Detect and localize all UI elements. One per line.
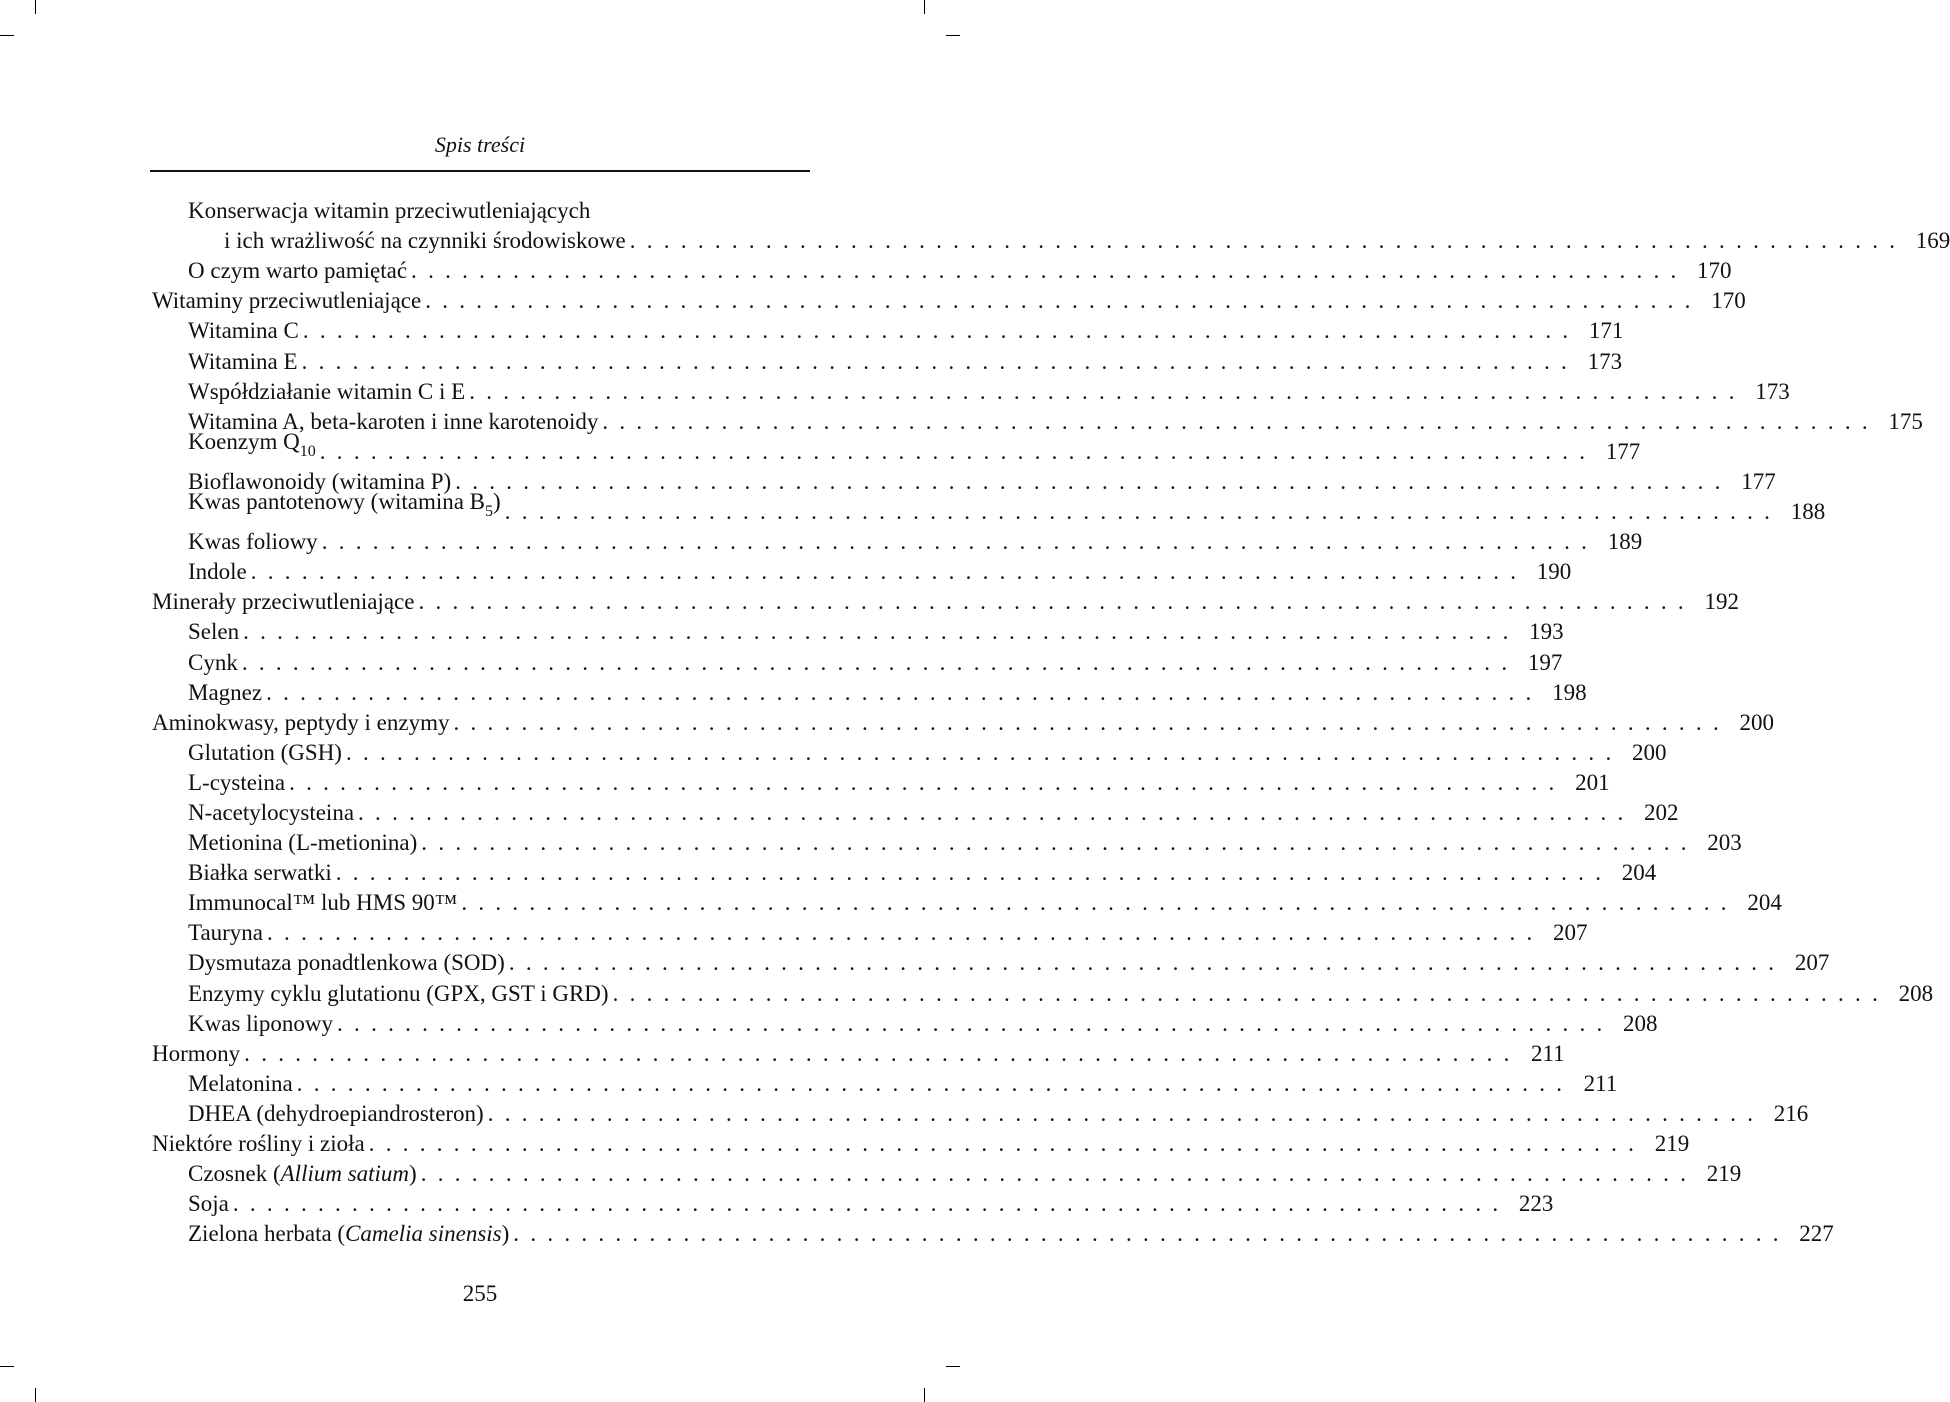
toc-entry-title <box>188 427 320 467</box>
toc-entry-title-text: Cynk <box>188 649 238 675</box>
toc-leader-dots: ........................................................................... <box>335 860 1613 886</box>
toc-entry[interactable] <box>152 286 1746 316</box>
toc-leader-dots: ........................................................................... <box>266 679 1543 705</box>
toc-page-number: 211 <box>1531 1040 1565 1066</box>
toc-entry-title <box>188 316 303 346</box>
toc-entry-title-text: Witamina A, beta-karoten i inne karotenoidy <box>188 408 599 434</box>
toc-entry[interactable] <box>152 1069 1618 1099</box>
toc-entry-title-text: Indole <box>188 559 247 585</box>
toc-page-number: 177 <box>1605 438 1641 464</box>
toc-leader-dots: ........................................................................... <box>453 709 1730 735</box>
crop-mark-top-left-h <box>0 35 14 36</box>
toc-entry-title <box>152 286 425 316</box>
toc-entry-title-text: Współdziałanie witamin C i E <box>188 378 466 404</box>
toc-entry-title <box>188 377 469 407</box>
toc-entry-title <box>152 587 418 617</box>
toc-entry[interactable] <box>152 798 1679 828</box>
toc-entry-title <box>188 768 289 798</box>
crop-mark-bottom-left-h <box>0 1366 14 1367</box>
toc-entry[interactable] <box>152 1129 1690 1159</box>
toc-entry-title-text: Selen <box>188 619 240 645</box>
toc-entry-title-text: Dysmutaza ponadtlenkowa (SOD) <box>188 950 505 976</box>
toc-entry[interactable] <box>152 768 1610 798</box>
crop-mark-top-left-v <box>35 0 36 14</box>
toc-entry-title <box>188 738 346 768</box>
toc-entry-title-text: Kwas pantotenowy (witamina B <box>188 489 486 515</box>
toc-entry[interactable] <box>152 226 1950 256</box>
toc-entry-title-text: Immunocal™ lub HMS 90™ <box>188 890 458 916</box>
toc-entry[interactable] <box>152 1189 1554 1219</box>
toc-leader-dots: ........................................................................... <box>420 1161 1698 1187</box>
toc-entry-title-suffix: ) <box>493 489 501 515</box>
toc-entry-title <box>188 948 509 978</box>
toc-entry-title-text: Koenzym Q <box>188 428 300 454</box>
toc-page-number: 204 <box>1747 890 1782 916</box>
toc-leader-dots: ........................................................................... <box>629 228 1907 254</box>
toc-entry-title-text: Tauryna <box>188 920 264 946</box>
toc-leader-dots: ........................................................................... <box>411 258 1688 284</box>
toc-page-number: 200 <box>1739 709 1774 735</box>
toc-page-number: 193 <box>1529 619 1564 645</box>
toc-entry[interactable] <box>152 196 802 226</box>
toc-entry[interactable] <box>152 708 1774 738</box>
toc-entry-title <box>188 1219 513 1249</box>
toc-entry[interactable] <box>152 948 1830 978</box>
toc-entry-latin-name: Camelia sinensis <box>345 1221 502 1247</box>
toc-entry-title-text: Aminokwasy, peptydy i enzymy <box>152 709 450 735</box>
toc-page-number: 177 <box>1741 468 1776 494</box>
toc-leader-dots: ........................................................................... <box>289 769 1566 795</box>
toc-entry-title-text: Minerały przeciwutleniające <box>152 589 415 615</box>
crop-mark-bottom-right-h <box>946 1366 960 1367</box>
toc-leader-dots: ........................................................................... <box>232 1191 1510 1217</box>
toc-page-number: 173 <box>1755 378 1790 404</box>
toc-page-number: 208 <box>1898 980 1934 1006</box>
toc-entry-title <box>188 678 266 708</box>
toc-entry[interactable] <box>152 489 1826 527</box>
toc-leader-dots: ........................................................................... <box>337 1010 1614 1036</box>
toc-page-number: 170 <box>1697 258 1732 284</box>
toc-leader-dots: ........................................................................... <box>319 438 1597 464</box>
toc-page-number: 219 <box>1654 1131 1690 1156</box>
toc-page-number: 207 <box>1794 950 1830 976</box>
toc-entry-title <box>224 226 630 256</box>
toc-entry-title-text: Glutation (GSH) <box>188 739 342 765</box>
toc-entry-latin-name: Allium satium <box>280 1161 410 1187</box>
toc-leader-dots: ........................................................................... <box>244 1040 1521 1066</box>
toc-page-number: 203 <box>1707 830 1742 856</box>
toc-leader-dots: ........................................................................... <box>301 348 1579 374</box>
toc-page-number: 190 <box>1536 559 1572 585</box>
toc-entry-title-text: Melatonina <box>188 1070 293 1096</box>
toc-page-number: 198 <box>1552 679 1587 705</box>
toc-page-number: 200 <box>1631 739 1667 765</box>
toc-entry-title-text: Soja <box>188 1191 229 1217</box>
toc-leader-dots: ........................................................................... <box>602 408 1879 434</box>
toc-leader-dots: ........................................................................... <box>612 980 1890 1006</box>
toc-leader-dots: ........................................................................... <box>296 1070 1574 1096</box>
toc-entry-title <box>188 1189 233 1219</box>
toc-page-number: 189 <box>1607 529 1643 555</box>
crop-mark-bottom-right-v <box>924 1388 925 1402</box>
toc-entry-title-suffix: ) <box>409 1161 417 1187</box>
toc-entry[interactable] <box>152 978 1934 1008</box>
toc-leader-dots: ........................................................................... <box>504 499 1782 525</box>
toc-entry[interactable] <box>152 557 1572 587</box>
toc-page-number: 202 <box>1644 799 1679 825</box>
toc-leader-dots: ........................................................................... <box>508 950 1786 976</box>
toc-entry-title <box>188 979 613 1009</box>
toc-leader-dots: ........................................................................... <box>368 1131 1646 1156</box>
toc-entry-title <box>188 918 267 948</box>
toc-leader-dots: ........................................................................... <box>421 830 1698 856</box>
toc-page-number: 197 <box>1527 649 1563 675</box>
toc-entry-title-text: Witamina C <box>188 318 299 344</box>
toc-entry-title-text: Konserwacja witamin przeciwutleniających <box>188 198 591 224</box>
toc-entry-title <box>188 648 242 678</box>
toc-leader-dots: ........................................................................... <box>345 739 1623 765</box>
toc-entry-subscript: 5 <box>485 503 494 521</box>
toc-entry[interactable] <box>152 316 1624 346</box>
toc-page-number: 207 <box>1553 920 1588 946</box>
toc-entry[interactable] <box>152 1219 1834 1249</box>
toc-entry-title <box>152 1039 244 1069</box>
toc-page-number: 223 <box>1518 1191 1554 1217</box>
toc-leader-dots: ........................................................................... <box>243 619 1520 645</box>
toc-entry[interactable] <box>152 858 1657 888</box>
toc-leader-dots: ........................................................................... <box>267 920 1544 946</box>
toc-entry-title-text: Zielona herbata ( <box>188 1221 346 1247</box>
toc-entry-title-suffix: ) <box>501 1221 510 1247</box>
toc-entry-subscript: 10 <box>299 442 316 460</box>
toc-entry-title-text: Białka serwatki <box>188 860 332 886</box>
toc-entry-title-text: Witamina E <box>188 348 298 374</box>
toc-entry-title <box>188 527 322 557</box>
crop-mark-top-right-h <box>946 35 960 36</box>
toc-page-number: 192 <box>1704 589 1739 615</box>
toc-page-number: 169 <box>1915 228 1950 254</box>
toc-page-number: 216 <box>1773 1100 1809 1126</box>
toc-leader-dots: ........................................................................... <box>461 890 1738 916</box>
toc-entry[interactable] <box>152 1099 1809 1129</box>
toc-page-number: 227 <box>1799 1221 1834 1247</box>
toc-entry-title-text: O czym warto pamiętać <box>188 258 408 284</box>
toc-entry-title <box>188 196 594 226</box>
toc-entry-title-text: Enzymy cyklu glutationu (GPX, GST i GRD) <box>188 980 609 1006</box>
toc-entry-title <box>188 487 505 527</box>
toc-leader-dots: ........................................................................... <box>250 559 1528 585</box>
toc-page-number: 208 <box>1623 1010 1658 1036</box>
toc-page-number: 219 <box>1706 1161 1742 1187</box>
toc-leader-dots: ........................................................................... <box>455 468 1732 494</box>
toc-entry[interactable] <box>152 647 1563 677</box>
toc-entry[interactable] <box>152 377 1790 407</box>
table-of-contents <box>152 196 1950 1249</box>
toc-entry-title <box>188 1159 421 1189</box>
toc-entry-title <box>188 798 358 828</box>
toc-entry-title <box>188 858 336 888</box>
toc-entry-title-text: Magnez <box>188 679 263 705</box>
toc-leader-dots: ........................................................................... <box>418 589 1695 615</box>
crop-mark-bottom-left-v <box>35 1388 36 1402</box>
page-number: 255 <box>462 1281 498 1306</box>
toc-leader-dots: ........................................................................... <box>302 318 1580 344</box>
toc-entry-title <box>152 708 453 738</box>
toc-entry[interactable] <box>152 678 1587 708</box>
toc-page-number: 173 <box>1587 348 1623 374</box>
toc-entry-title <box>188 1009 337 1039</box>
toc-entry[interactable] <box>152 1039 1565 1069</box>
toc-entry-title <box>188 888 461 918</box>
toc-leader-dots: ........................................................................... <box>513 1221 1790 1247</box>
toc-page-number: 171 <box>1588 318 1624 344</box>
toc-entry[interactable] <box>152 1009 1658 1039</box>
toc-entry[interactable] <box>152 617 1564 647</box>
toc-entry-title-text: Kwas foliowy <box>188 529 318 555</box>
header-rule <box>150 170 810 172</box>
toc-page-number: 170 <box>1711 288 1746 314</box>
toc-page-number: 175 <box>1888 408 1923 434</box>
toc-entry[interactable] <box>152 738 1667 768</box>
toc-page-number: 204 <box>1621 860 1657 886</box>
toc-entry-title-text: Hormony <box>152 1040 241 1066</box>
toc-entry-title <box>188 1099 488 1129</box>
toc-entry-title <box>188 557 251 587</box>
toc-entry[interactable] <box>152 428 1641 467</box>
toc-entry[interactable] <box>152 888 1782 918</box>
toc-entry[interactable] <box>152 527 1643 557</box>
toc-entry[interactable] <box>152 918 1588 948</box>
toc-entry[interactable] <box>152 587 1739 617</box>
toc-leader-dots: ........................................................................... <box>487 1100 1765 1126</box>
toc-page-number: 188 <box>1790 499 1826 525</box>
toc-entry-title <box>188 617 243 647</box>
toc-leader-dots: ........................................................................... <box>321 529 1599 555</box>
toc-entry-title-text: Kwas liponowy <box>188 1010 334 1036</box>
toc-entry-title-text: N-acetylocysteina <box>188 799 355 825</box>
toc-entry-title-text: i ich wrażliwość na czynniki środowiskowe <box>224 228 626 254</box>
toc-entry-title-text: Bioflawonoidy (witamina P) <box>188 468 452 494</box>
toc-entry-title <box>188 828 421 858</box>
toc-entry-title-text: Metionina (L-metionina) <box>188 830 418 856</box>
toc-entry-title-text: Witaminy przeciwutleniające <box>152 288 422 314</box>
toc-page-number: 211 <box>1583 1070 1618 1096</box>
toc-entry[interactable] <box>152 256 1732 286</box>
toc-entry-title <box>188 347 302 377</box>
crop-mark-top-right-v <box>924 0 925 14</box>
toc-entry[interactable] <box>152 828 1742 858</box>
toc-entry-title <box>152 1129 369 1159</box>
toc-leader-dots: ........................................................................... <box>469 378 1746 404</box>
toc-entry-title-text: Czosnek ( <box>188 1161 281 1187</box>
toc-page-number: 201 <box>1575 769 1610 795</box>
toc-entry-title <box>188 256 411 286</box>
toc-entry-title-text: Niektóre rośliny i zioła <box>152 1131 365 1156</box>
toc-leader-dots: ........................................................................... <box>358 799 1635 825</box>
toc-entry-title-text: DHEA (dehydroepiandrosteron) <box>188 1100 484 1126</box>
toc-entry-title-text: L-cysteina <box>188 769 286 795</box>
toc-leader-dots: ........................................................................... <box>241 649 1519 675</box>
toc-leader-dots: ........................................................................... <box>425 288 1702 314</box>
toc-entry-title <box>188 1069 297 1099</box>
toc-entry[interactable] <box>152 346 1623 376</box>
running-header: Spis treści <box>434 132 526 157</box>
toc-entry[interactable] <box>152 1159 1742 1189</box>
